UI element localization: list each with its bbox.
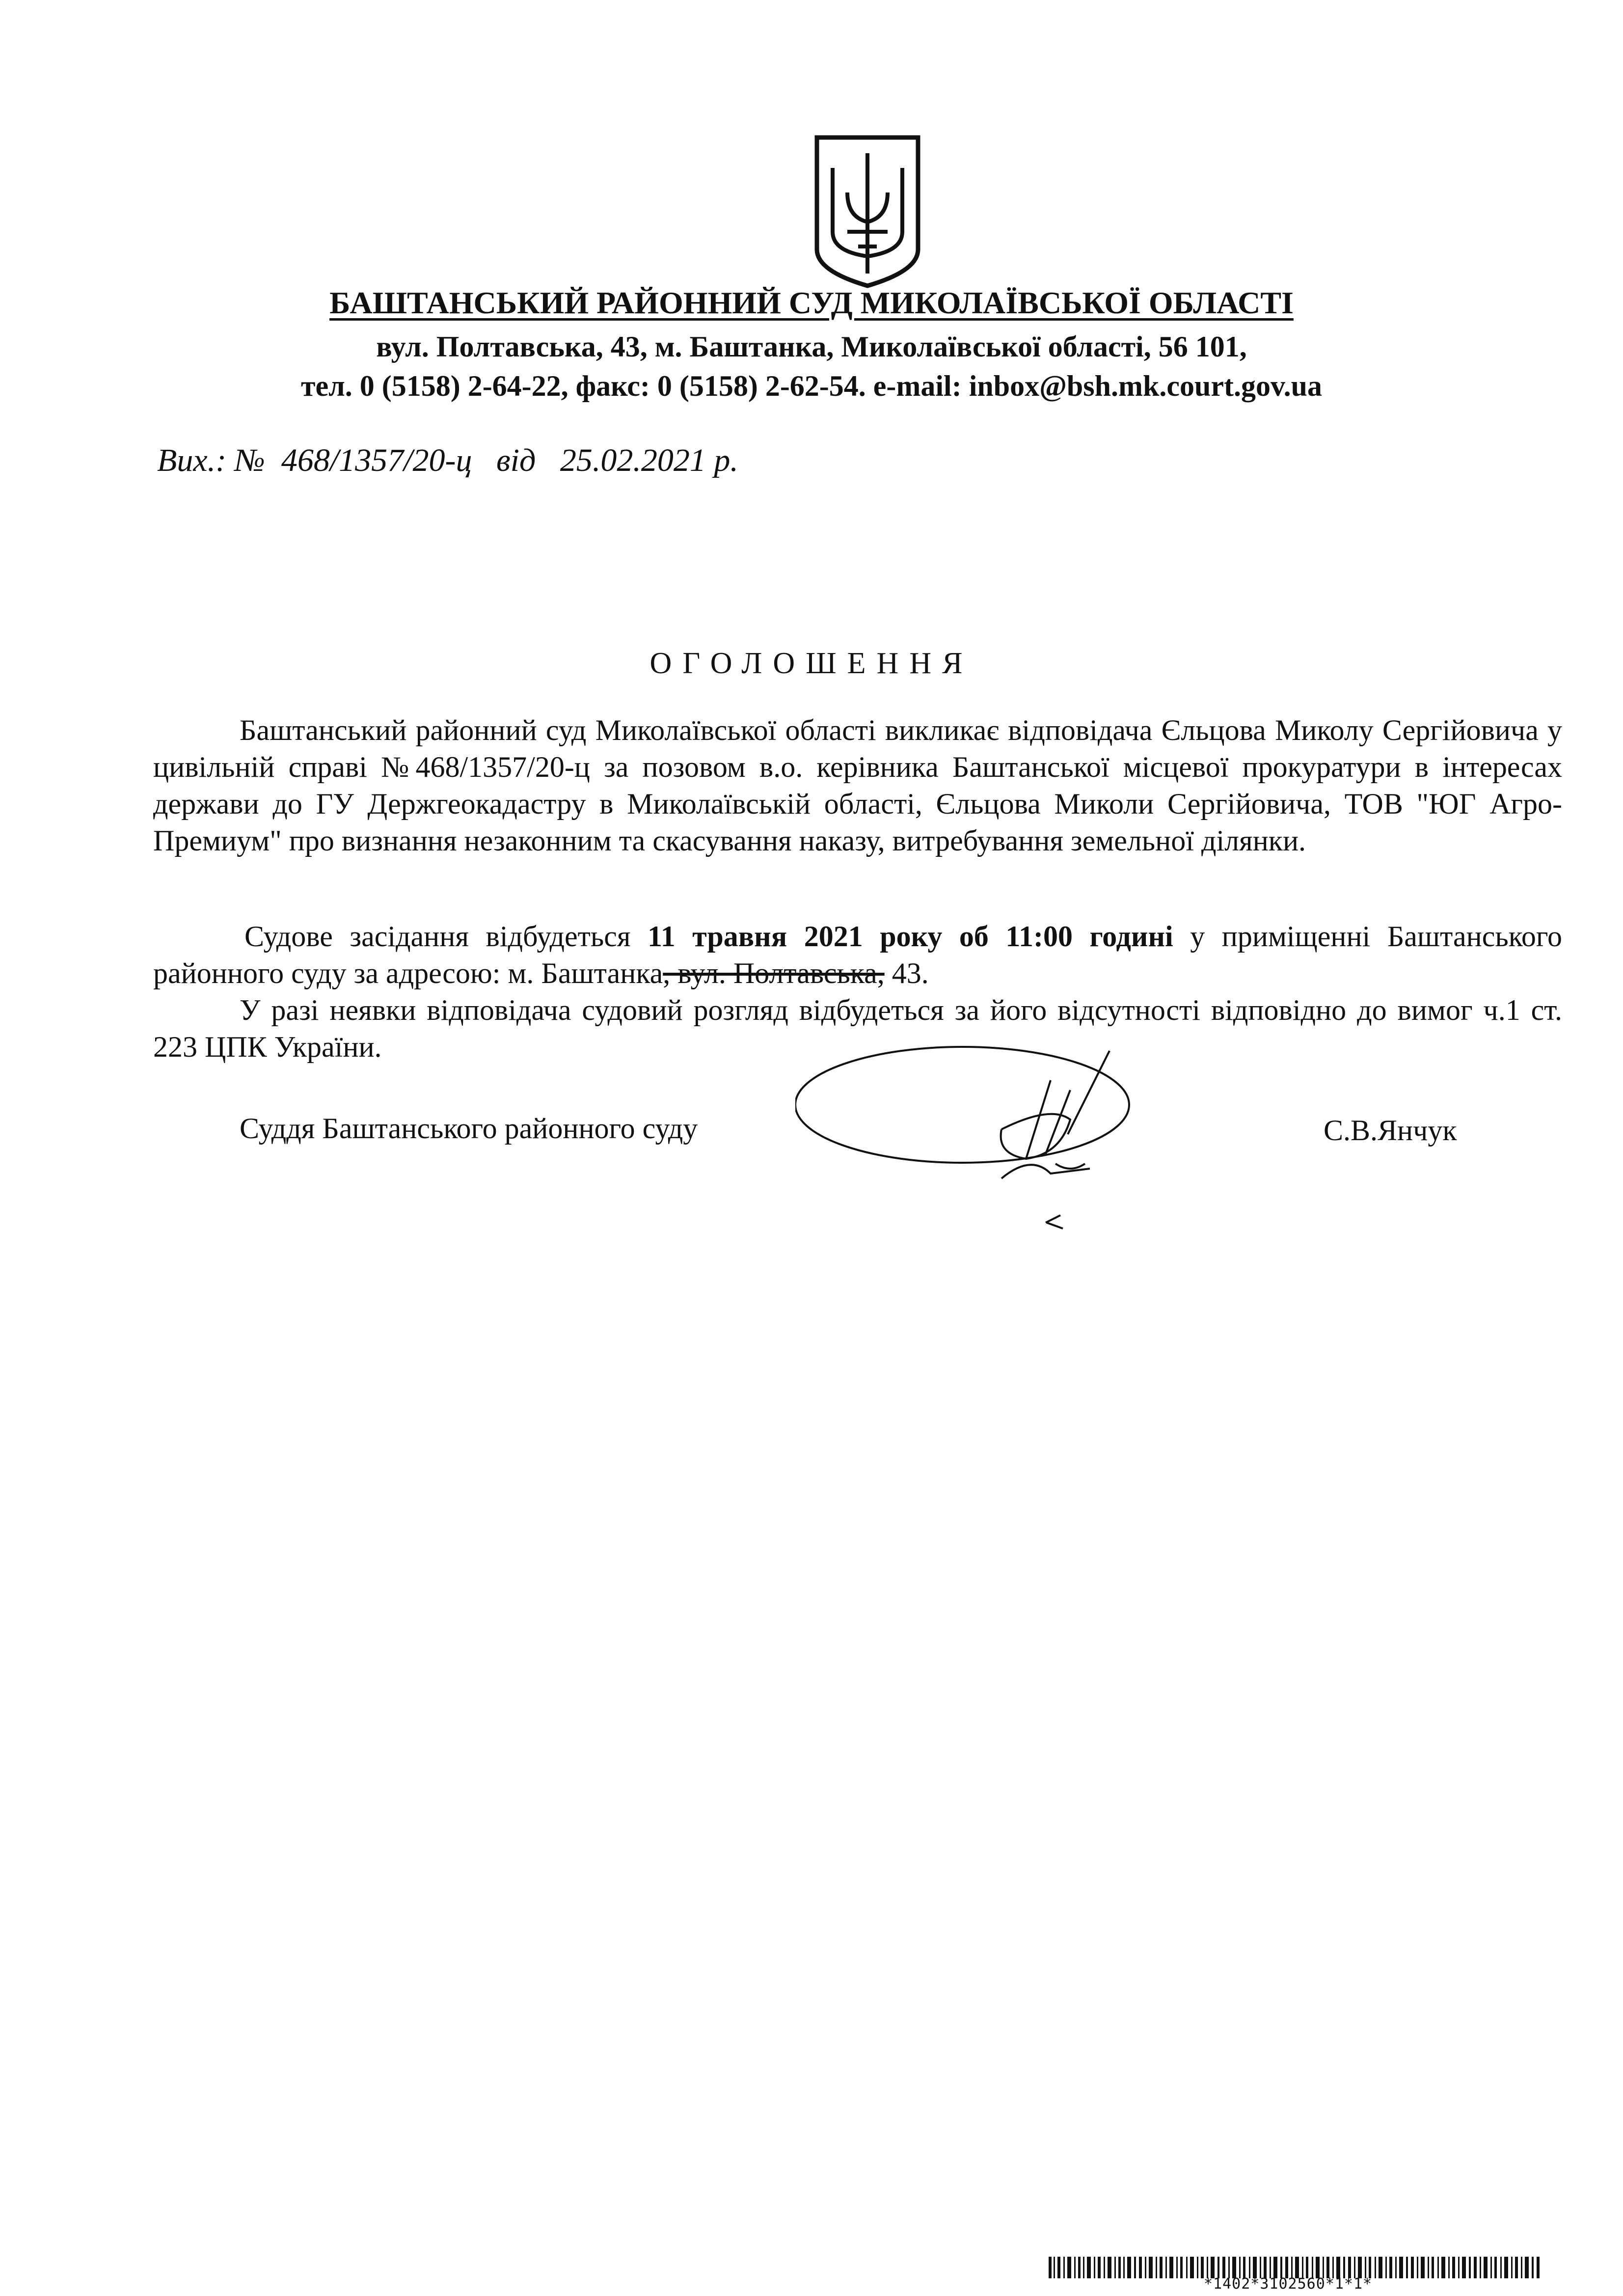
hearing-house-number: 43.: [884, 957, 929, 989]
paragraph-summons: Баштанський районний суд Миколаївської області викликає відповідача Єльцова Миколу Сергійовича у цивільній справі №468/1357/20-ц за позовом в.о. керівника Баштанської місцевої прокуратури в інтересах держави до ГУ Держгеокадастру в Миколаївській області, Єльцова Миколи Сергійовича, ТОВ "ЮГ Агро-Премиум" про визнання незаконним та скасування наказу, витребування земельної ділянки.: [153, 714, 1562, 857]
paragraph-hearing: [153, 918, 1562, 992]
hearing-datetime: 11 травня 2021 року об 11:00 годині: [648, 920, 1173, 953]
outgoing-date: 25.02.2021: [560, 442, 706, 478]
court-name: БАШТАНСЬКИЙ РАЙОННИЙ СУД МИКОЛАЇВСЬКОЇ ОБЛАСТІ: [329, 285, 1294, 320]
handwritten-signature: [795, 1007, 1237, 1252]
paragraph-absence: У разі неявки відповідача судовий розгляд відбудеться за його відсутності відповідно до вимог ч.1 ст. 223 ЦПК України.: [153, 994, 1562, 1063]
document-title: ОГОЛОШЕННЯ: [649, 647, 974, 680]
struck-street: , вул. Полтавська,: [663, 957, 885, 989]
outgoing-reference: [157, 442, 738, 479]
court-contacts: тел. 0 (5158) 2-64-22, факс: 0 (5158) 2-62-54. e-mail: inbox@bsh.mk.court.gov.ua: [300, 370, 1323, 402]
trident-emblem-icon: [813, 134, 922, 289]
outgoing-label: Вих.: №: [157, 442, 265, 478]
judge-title: Суддя Баштанського районного суду: [240, 1112, 698, 1145]
hearing-location: у приміщенні Баштанського районного суду за адресою: м. Баштанка: [153, 920, 1563, 989]
barcode-number: *1402*3102560*1*1*: [1204, 2275, 1373, 2293]
court-address: вул. Полтавська, 43, м. Баштанка, Миколаївської області, 56 101,: [376, 330, 1247, 363]
outgoing-number: 468/1357/20-ц: [281, 442, 472, 478]
judge-name: С.В.Янчук: [1324, 1114, 1457, 1147]
outgoing-from-label: від: [496, 442, 536, 478]
hearing-intro: Судове засідання відбудеться: [244, 920, 631, 953]
outgoing-suffix: р.: [714, 442, 738, 478]
